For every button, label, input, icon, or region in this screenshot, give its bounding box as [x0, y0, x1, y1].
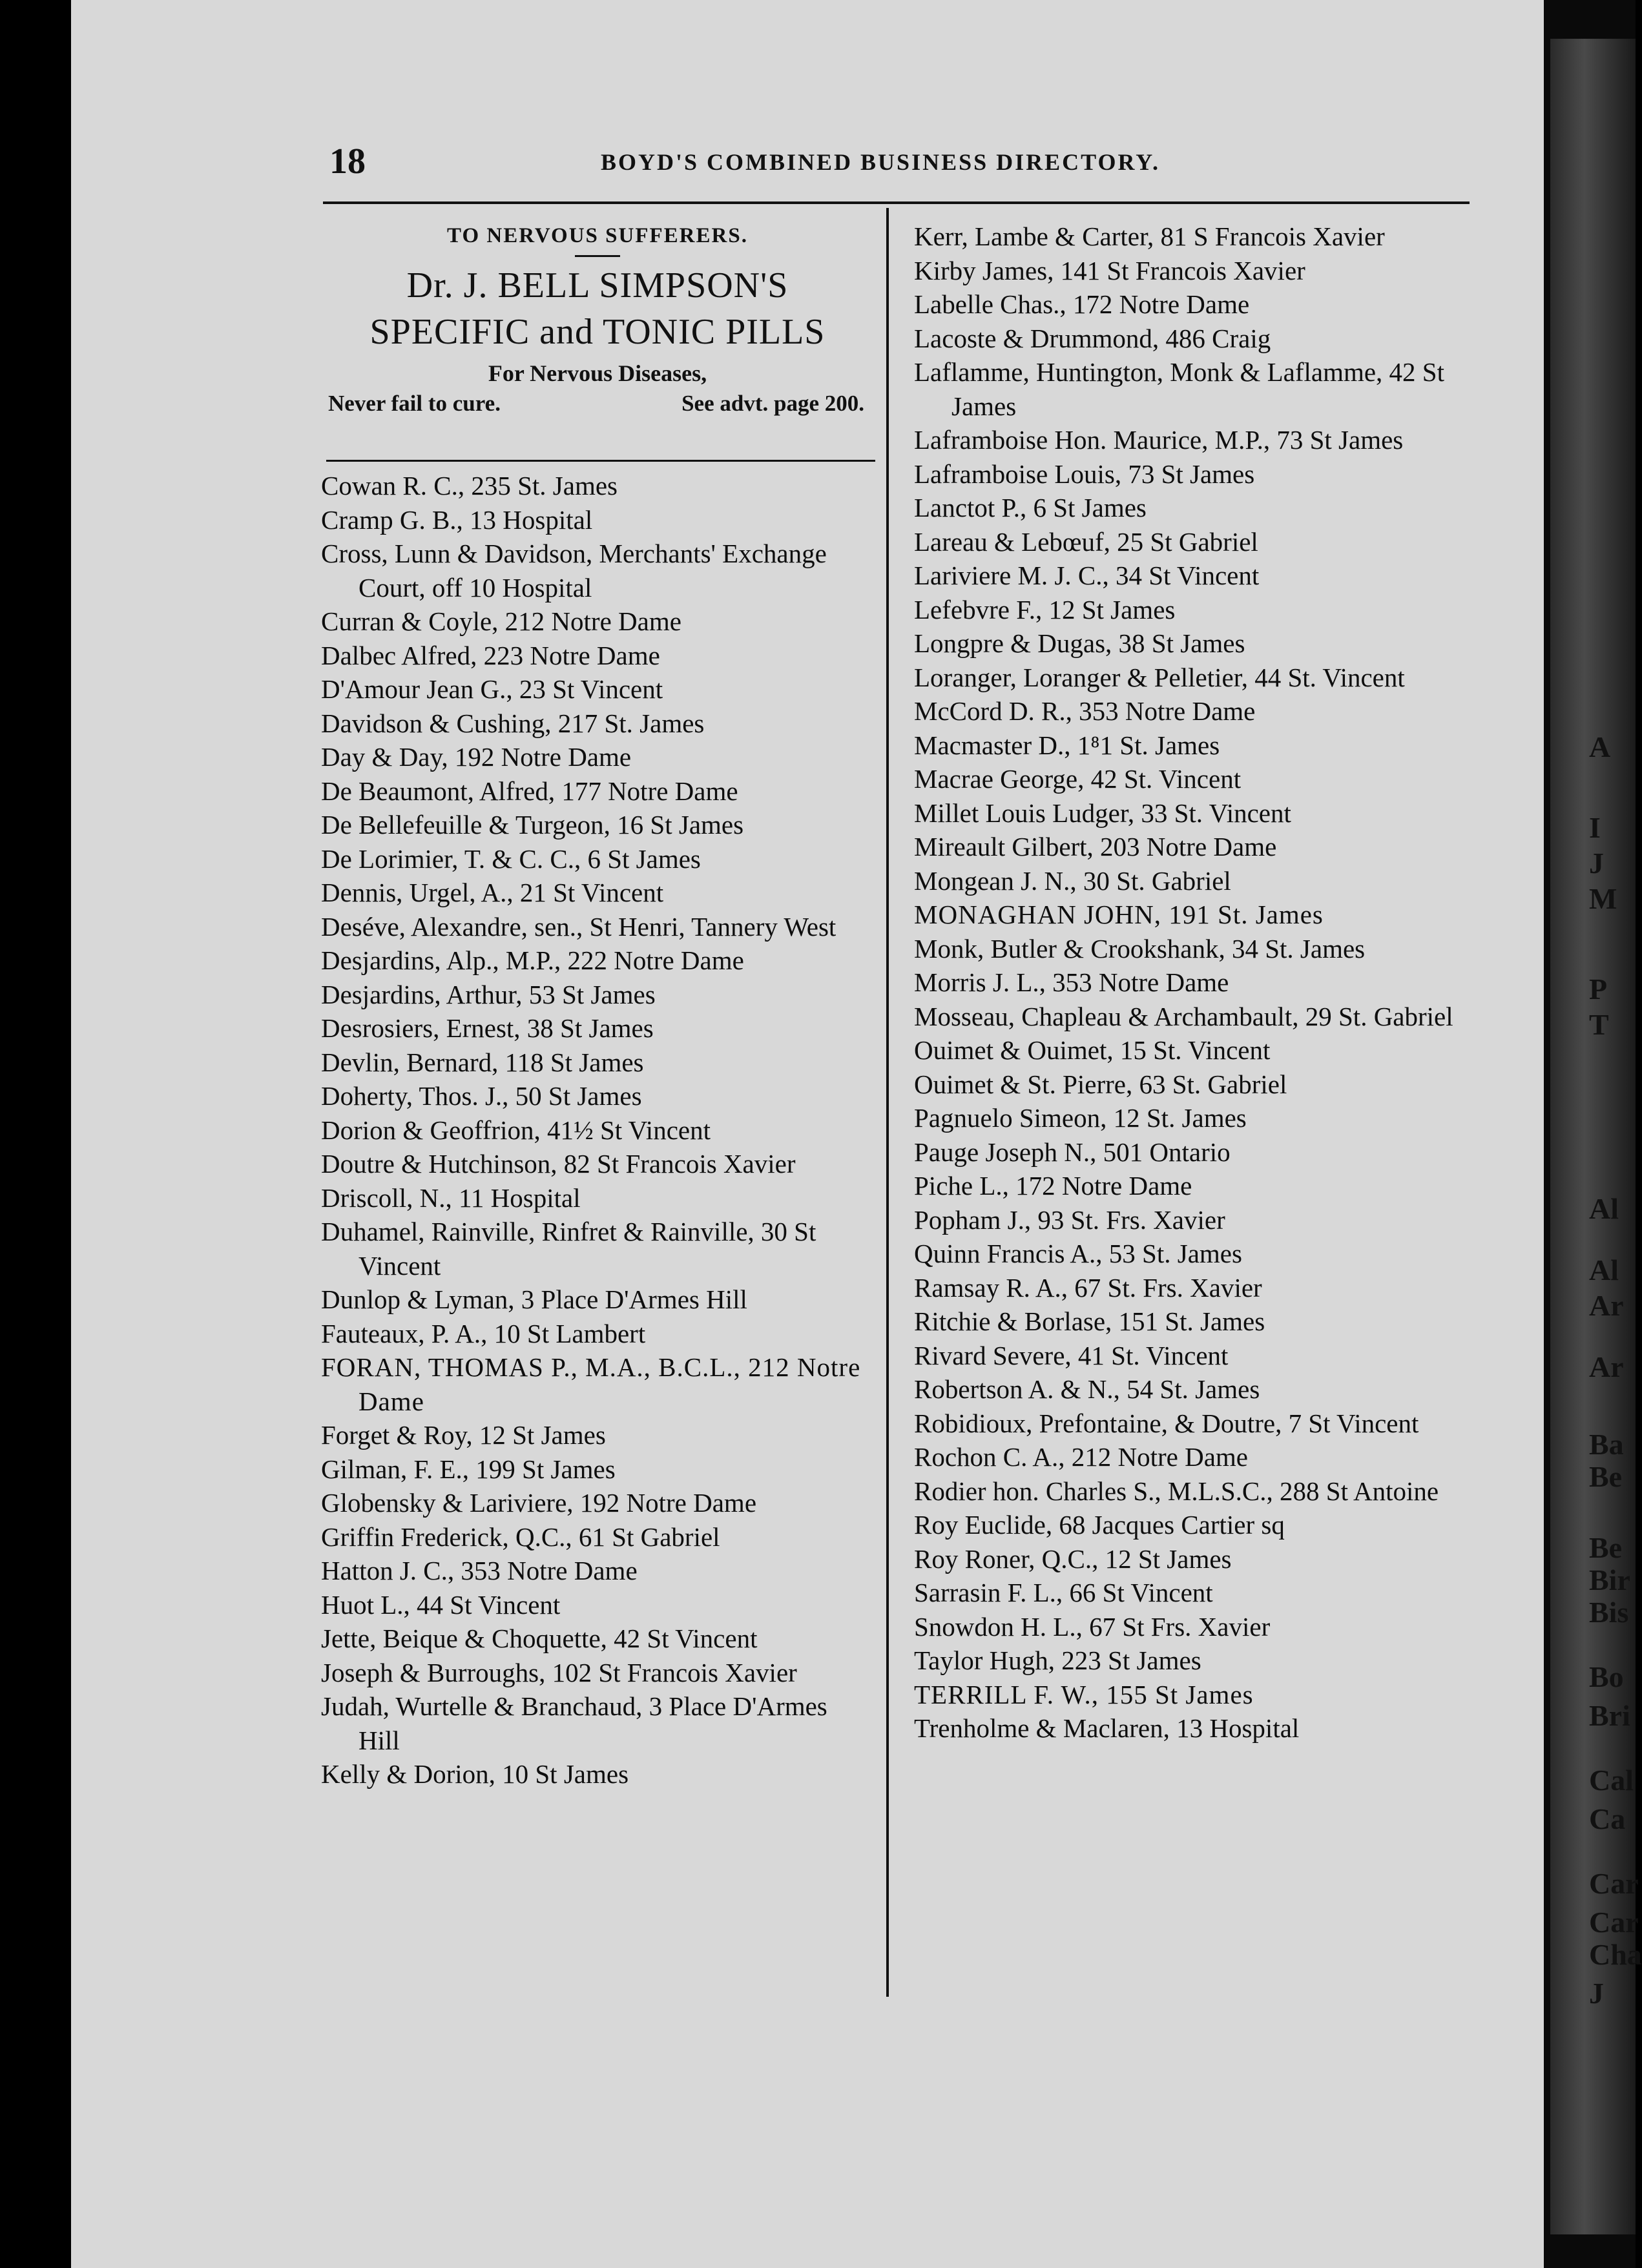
directory-entry: Huot L., 44 St Vincent	[321, 1589, 561, 1620]
directory-entry: Joseph & Burroughs, 102 St Francois Xavier	[321, 1657, 797, 1687]
directory-entry: Forget & Roy, 12 St James	[321, 1420, 606, 1450]
directory-entry: Desjardins, Alp., M.P., 222 Notre Dame	[321, 945, 744, 975]
directory-entry: Lariviere M. J. C., 34 St Vincent	[914, 561, 1260, 590]
directory-entry: Curran & Coyle, 212 Notre Dame	[321, 606, 681, 636]
adjacent-page-fragment: Car	[1589, 1906, 1639, 1939]
adjacent-page-fragment: J	[1589, 847, 1604, 880]
directory-entry: Fauteaux, P. A., 10 St Lambert	[321, 1318, 646, 1348]
directory-entry: Desjardins, Arthur, 53 St James	[321, 979, 656, 1009]
adjacent-page-fragment: Ba	[1589, 1428, 1624, 1461]
directory-entry: TERRILL F. W., 155 St James	[914, 1679, 1254, 1709]
directory-entry: Labelle Chas., 172 Notre Dame	[914, 289, 1250, 319]
ad-heading: TO NERVOUS SUFFERERS.	[447, 224, 748, 247]
directory-entry: Robertson A. & N., 54 St. James	[914, 1374, 1260, 1404]
adjacent-page-fragment: J	[1589, 1977, 1604, 2010]
directory-entry: FORAN, THOMAS P., M.A., B.C.L., 212 Notre Dame	[321, 1352, 861, 1416]
directory-entry: Laframboise Hon. Maurice, M.P., 73 St James	[914, 425, 1404, 455]
adjacent-page-fragment: Car	[1589, 1867, 1639, 1900]
adjacent-page-fragment: Be	[1589, 1460, 1623, 1493]
adjacent-page-fragment: Cal	[1589, 1764, 1634, 1797]
adjacent-page-fragment: Bis	[1589, 1596, 1629, 1629]
page-number: 18	[329, 141, 366, 181]
adjacent-page-fragment: P	[1589, 973, 1608, 1005]
directory-entry: Pagnuelo Simeon, 12 St. James	[914, 1103, 1247, 1133]
directory-entry: Mireault Gilbert, 203 Notre Dame	[914, 832, 1277, 861]
directory-entry: Dunlop & Lyman, 3 Place D'Armes Hill	[321, 1284, 747, 1314]
directory-entry: Devlin, Bernard, 118 St James	[321, 1047, 644, 1077]
directory-entry: Sarrasin F. L., 66 St Vincent	[914, 1578, 1213, 1607]
directory-entry: Duhamel, Rainville, Rinfret & Rainville, 30 St Vincent	[321, 1217, 816, 1281]
directory-entry: Morris J. L., 353 Notre Dame	[914, 967, 1229, 997]
directory-entry: Dorion & Geoffrion, 41½ St Vincent	[321, 1115, 711, 1145]
directory-entry: Taylor Hugh, 223 St James	[914, 1645, 1201, 1675]
directory-entry: Lacoste & Drummond, 486 Craig	[914, 323, 1271, 353]
ad-rule	[326, 460, 875, 462]
adjacent-page-fragment: Ar	[1589, 1289, 1624, 1322]
adjacent-page-fragment: Ca	[1589, 1802, 1626, 1835]
directory-entry: Desrosiers, Ernest, 38 St James	[321, 1013, 654, 1043]
directory-entry: De Beaumont, Alfred, 177 Notre Dame	[321, 776, 738, 806]
directory-entry: Macrae George, 42 St. Vincent	[914, 764, 1242, 794]
right-column	[914, 220, 1482, 1746]
directory-entry: Piche L., 172 Notre Dame	[914, 1171, 1192, 1201]
directory-entry: De Bellefeuille & Turgeon, 16 St James	[321, 810, 744, 840]
ad-footer	[323, 389, 872, 418]
directory-entry: Loranger, Loranger & Pelletier, 44 St. Vincent	[914, 662, 1405, 692]
adjacent-page-fragment: Bri	[1589, 1699, 1630, 1732]
directory-entry: Cowan R. C., 235 St. James	[321, 471, 618, 500]
directory-entry: Judah, Wurtelle & Branchaud, 3 Place D'Armes Hill	[321, 1691, 827, 1755]
directory-entry: Rochon C. A., 212 Notre Dame	[914, 1442, 1248, 1472]
directory-entry: Laflamme, Huntington, Monk & Laflamme, 42 St James	[914, 357, 1445, 421]
directory-entry: Laframboise Louis, 73 St James	[914, 459, 1255, 489]
directory-entry: Griffin Frederick, Q.C., 61 St Gabriel	[321, 1521, 720, 1552]
directory-entry: Robidioux, Prefontaine, & Doutre, 7 St Vincent	[914, 1408, 1419, 1438]
directory-entry: Doutre & Hutchinson, 82 St Francois Xavier	[321, 1149, 796, 1179]
directory-entry: Cross, Lunn & Davidson, Merchants' Exchange Court, off 10 Hospital	[321, 539, 827, 603]
directory-entry: Deséve, Alexandre, sen., St Henri, Tannery West	[321, 911, 837, 942]
directory-entry: Kelly & Dorion, 10 St James	[321, 1759, 629, 1789]
directory-entry: Monk, Butler & Crookshank, 34 St. James	[914, 933, 1366, 964]
scan-border	[0, 0, 71, 2268]
adjacent-page-fragment: Al	[1589, 1253, 1619, 1286]
adjacent-page-fragment: A	[1589, 730, 1611, 763]
directory-entry: Roy Euclide, 68 Jacques Cartier sq	[914, 1510, 1285, 1540]
ad-footer-right: See advt. page 200.	[681, 391, 864, 416]
adjacent-page-fragment: Al	[1589, 1192, 1619, 1225]
ad-title-line-2: SPECIFIC and TONIC PILLS	[369, 312, 826, 352]
directory-entry: MONAGHAN JOHN, 191 St. James	[914, 900, 1324, 929]
directory-entry: Jette, Beique & Choquette, 42 St Vincent	[321, 1624, 758, 1653]
directory-entry: Longpre & Dugas, 38 St James	[914, 628, 1245, 658]
directory-entry: McCord D. R., 353 Notre Dame	[914, 696, 1256, 726]
directory-entry: Trenholme & Maclaren, 13 Hospital	[914, 1713, 1300, 1743]
directory-entry: Roy Roner, Q.C., 12 St James	[914, 1543, 1232, 1574]
directory-entry: Ramsay R. A., 67 St. Frs. Xavier	[914, 1272, 1262, 1303]
left-column	[321, 469, 873, 1791]
directory-entry: Mosseau, Chapleau & Archambault, 29 St. Gabriel	[914, 1001, 1453, 1031]
directory-entry: Snowdon H. L., 67 St Frs. Xavier	[914, 1611, 1271, 1642]
ad-title-line-1: Dr. J. BELL SIMPSON'S	[406, 265, 789, 305]
directory-entry: Ouimet & St. Pierre, 63 St. Gabriel	[914, 1069, 1287, 1099]
advertisement	[323, 223, 872, 418]
directory-entry: Popham J., 93 St. Frs. Xavier	[914, 1204, 1225, 1235]
directory-entry: Quinn Francis A., 53 St. James	[914, 1239, 1242, 1268]
ad-footer-left: Never fail to cure.	[328, 391, 501, 416]
directory-entry: Lanctot P., 6 St James	[914, 493, 1147, 522]
directory-entry: Hatton J. C., 353 Notre Dame	[321, 1556, 638, 1585]
directory-entry: Dennis, Urgel, A., 21 St Vincent	[321, 878, 664, 907]
directory-entry: Doherty, Thos. J., 50 St James	[321, 1081, 642, 1111]
adjacent-page-fragment: T	[1589, 1008, 1609, 1041]
directory-entry: Davidson & Cushing, 217 St. James	[321, 708, 705, 738]
directory-entry: Macmaster D., 1⁸1 St. James	[914, 730, 1220, 760]
directory-entry: Cramp G. B., 13 Hospital	[321, 504, 593, 535]
directory-entry: Ouimet & Ouimet, 15 St. Vincent	[914, 1035, 1271, 1065]
adjacent-page-fragment: M	[1589, 882, 1617, 915]
adjacent-page-fragment: Bo	[1589, 1660, 1624, 1693]
directory-entry: Millet Louis Ludger, 33 St. Vincent	[914, 798, 1291, 828]
directory-entry: De Lorimier, T. & C. C., 6 St James	[321, 843, 701, 874]
directory-entry: D'Amour Jean G., 23 St Vincent	[321, 674, 663, 704]
directory-entry: Lareau & Lebœuf, 25 St Gabriel	[914, 526, 1258, 557]
directory-entry: Rodier hon. Charles S., M.L.S.C., 288 St Antoine	[914, 1476, 1439, 1506]
directory-entry: Rivard Severe, 41 St. Vincent	[914, 1340, 1229, 1370]
directory-entry: Ritchie & Borlase, 151 St. James	[914, 1306, 1265, 1336]
running-title: BOYD'S COMBINED BUSINESS DIRECTORY.	[601, 149, 1160, 175]
directory-entry: Dalbec Alfred, 223 Notre Dame	[321, 640, 660, 670]
directory-entry: Driscoll, N., 11 Hospital	[321, 1182, 581, 1213]
header-rule	[323, 201, 1470, 204]
directory-entry: Globensky & Lariviere, 192 Notre Dame	[321, 1488, 757, 1518]
ad-subtitle: For Nervous Diseases,	[488, 360, 707, 386]
adjacent-page-fragment: Bir	[1589, 1563, 1630, 1596]
adjacent-page-fragment: Cha	[1589, 1938, 1642, 1971]
ad-dash	[575, 255, 620, 257]
adjacent-page-fragment: I	[1589, 811, 1601, 844]
page-header	[329, 141, 1473, 180]
directory-entry: Kirby James, 141 St Francois Xavier	[914, 255, 1305, 285]
directory-entry: Mongean J. N., 30 St. Gabriel	[914, 865, 1231, 896]
adjacent-page-fragment: Be	[1589, 1531, 1623, 1564]
directory-entry: Lefebvre F., 12 St James	[914, 594, 1176, 624]
directory-entry: Kerr, Lambe & Carter, 81 S Francois Xavier	[914, 222, 1385, 251]
column-divider	[886, 208, 889, 1997]
adjacent-page-fragment: Ar	[1589, 1350, 1624, 1383]
directory-entry: Gilman, F. E., 199 St James	[321, 1454, 616, 1484]
directory-entry: Pauge Joseph N., 501 Ontario	[914, 1137, 1231, 1167]
directory-entry: Day & Day, 192 Notre Dame	[321, 742, 632, 772]
